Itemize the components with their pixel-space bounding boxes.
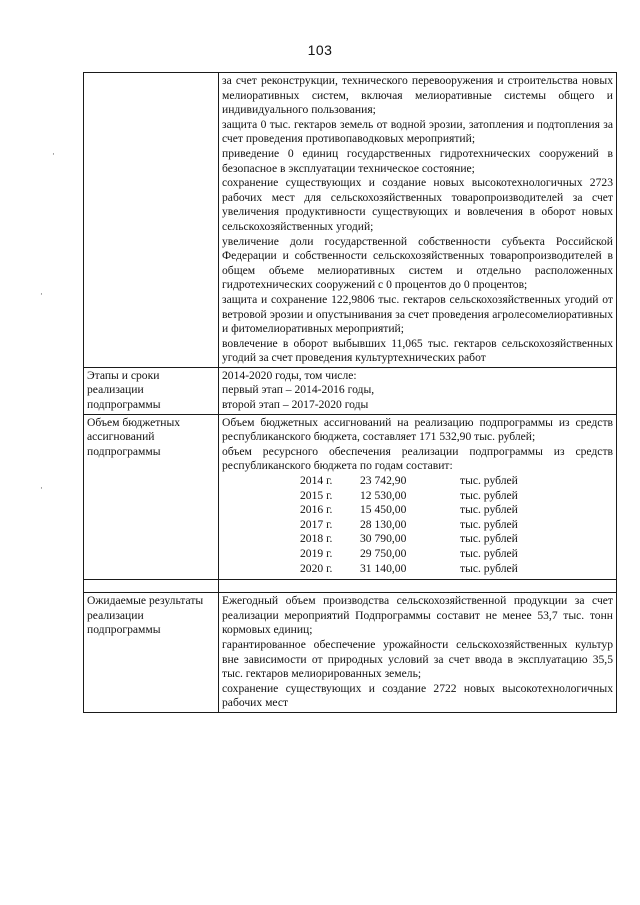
results-paragraph: Ежегодный объем производства сельскохозяйственной продукции за счет реализации мероприятий Подпрограммы составит не менее 53,7 тыс. тонн кормовых единиц; — [222, 594, 613, 637]
results-cell — [219, 593, 617, 713]
table-row-stages — [84, 367, 617, 414]
budget-cell — [219, 414, 617, 580]
label-cell-empty — [84, 73, 219, 368]
continuation-paragraph: вовлечение в оборот выбывших 11,065 тыс. гектаров сельскохозяйственных угодий за счет проведения культуртехнических работ — [222, 336, 613, 365]
funding-year: 2019 г. — [300, 547, 333, 560]
funding-unit: тыс. рублей — [460, 488, 518, 502]
spacer-cell — [84, 580, 219, 593]
funding-year: 2018 г. — [300, 532, 333, 546]
continuation-paragraph: защита 0 тыс. гектаров земель от водной эрозии, затопления и подтопления за счет проведения противопаводковых мероприятий; — [222, 117, 613, 146]
table-row-spacer — [84, 580, 617, 593]
continuation-paragraph: за счет реконструкции, технического перевооружения и строительства новых мелиоративных систем, включая мелиоративные системы общего и индивидуального пользования; — [222, 74, 613, 117]
funding-unit: тыс. рублей — [460, 474, 518, 488]
margin-dot: · — [40, 290, 43, 300]
continuation-paragraph: увеличение доли государственной собственности субъекта Российской Федерации и собственности сельскохозяйственных товаропроизводителей в общем объеме мелиоративных систем и отдельно расположенных гидротехнических сооружений с 0 процентов до 0 процентов; — [222, 234, 613, 292]
budget-paragraph: Объем бюджетных ассигнований на реализацию подпрограммы из средств республиканского бюджета, составляет 171 532,90 тыс. рублей; — [222, 415, 613, 444]
funding-year: 2015 г. — [300, 488, 333, 502]
continuation-paragraph: защита и сохранение 122,9806 тыс. гектаров сельскохозяйственных угодий от ветровой эрозии и опустынивания за счет проведения агролесомелиоративных и фитомелиоративных мероприятий; — [222, 292, 613, 336]
funding-year: 2017 г. — [300, 517, 333, 531]
passport-table — [83, 72, 617, 713]
funding-unit: тыс. рублей — [460, 503, 518, 517]
spacer-cell — [219, 580, 617, 593]
funding-by-year-list — [222, 474, 613, 578]
funding-row — [222, 562, 613, 577]
results-label: Ожидаемые результаты реализации подпрограммы — [84, 593, 219, 713]
table-row-results — [84, 593, 617, 713]
funding-year: 2016 г. — [300, 503, 333, 517]
funding-year: 2014 г. — [300, 474, 333, 488]
funding-unit: тыс. рублей — [460, 547, 518, 560]
funding-row — [222, 503, 613, 518]
funding-unit: тыс. рублей — [460, 517, 518, 531]
margin-dot: · — [52, 150, 55, 160]
results-paragraph: сохранение существующих и создание 2722 новых высокотехнологичных рабочих мест — [222, 681, 613, 710]
funding-row — [222, 474, 613, 489]
budget-label: Объем бюджетных ассигнований подпрограммы — [84, 414, 219, 580]
funding-amount: 12 530,00 — [360, 488, 407, 502]
page-number: 103 — [307, 42, 333, 58]
stages-label: Этапы и сроки реализации подпрограммы — [84, 367, 219, 414]
table-row-continuation — [84, 73, 617, 368]
funding-amount: 15 450,00 — [360, 503, 407, 517]
stages-line: 2014-2020 годы, том числе: — [222, 368, 357, 382]
funding-amount: 23 742,90 — [360, 474, 407, 488]
funding-amount: 31 140,00 — [360, 561, 407, 575]
results-paragraph: гарантированное обеспечение урожайности сельскохозяйственных культур вне зависимости от природных условий за счет ввода в эксплуатацию 35,5 тыс. гектаров мелиорированных земель; — [222, 637, 613, 681]
stages-line: первый этап – 2014-2016 годы, — [222, 383, 375, 397]
funding-amount: 29 750,00 — [360, 547, 407, 560]
table-row-budget — [84, 414, 617, 580]
funding-unit: тыс. рублей — [460, 532, 518, 546]
stages-line: второй этап – 2017-2020 годы — [222, 398, 369, 412]
funding-row — [222, 518, 613, 533]
funding-amount: 28 130,00 — [360, 517, 407, 531]
funding-amount: 30 790,00 — [360, 532, 407, 546]
continuation-paragraph: приведение 0 единиц государственных гидротехнических сооружений в безопасное в эксплуатации техническое состояние; — [222, 146, 613, 175]
continuation-paragraph: сохранение существующих и создание новых высокотехнологичных 2723 рабочих мест для сельскохозяйственных товаропроизводителей за счет увеличения продуктивности существующих и вовлечения в оборот новых сельскохозяйственных угодий; — [222, 176, 613, 233]
funding-unit: тыс. рублей — [460, 561, 518, 575]
funding-row — [222, 489, 613, 504]
funding-year: 2020 г. — [300, 561, 333, 575]
margin-dot: · — [40, 484, 43, 494]
funding-row — [222, 547, 613, 562]
continuation-cell — [219, 73, 617, 368]
budget-paragraph: объем ресурсного обеспечения реализации подпрограммы из средств республиканского бюджета по годам составит: — [222, 444, 613, 473]
stages-cell — [219, 367, 617, 414]
funding-row — [222, 532, 613, 547]
